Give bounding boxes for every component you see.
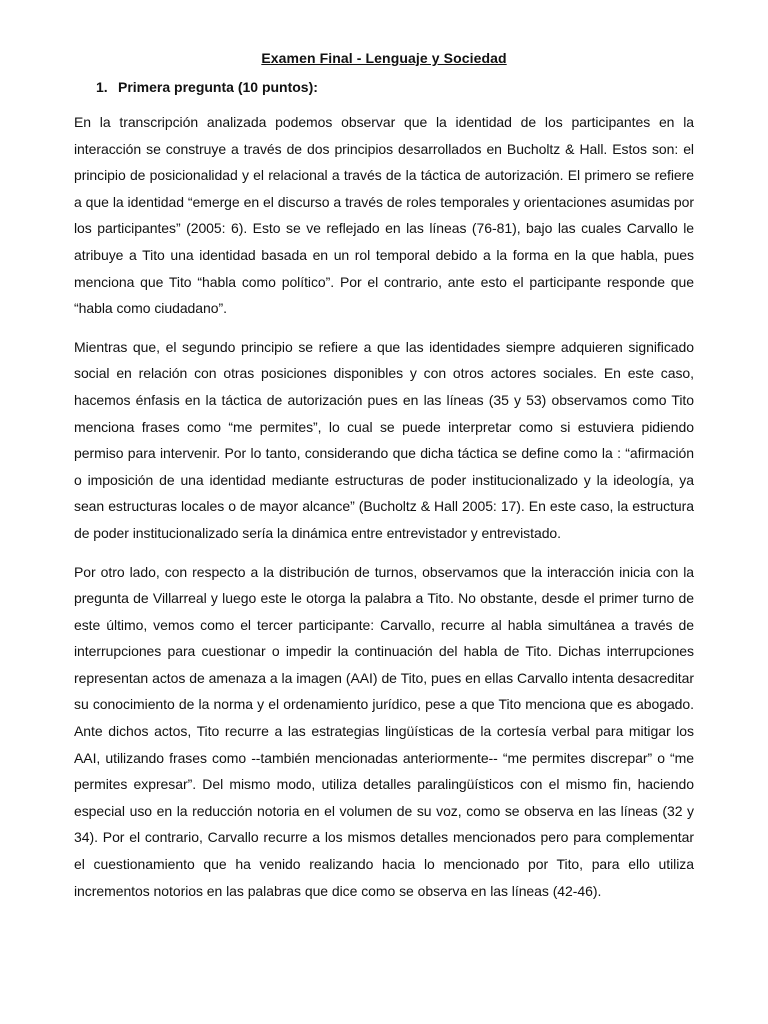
document-title: Examen Final - Lenguaje y Sociedad [261, 50, 507, 66]
question-number: 1. [96, 79, 108, 95]
paragraph-3: Por otro lado, con respecto a la distribución de turnos, observamos que la interacción inicia con la pregunta de Villarreal y luego este le otorga la palabra a Tito. No obstante, desde el primer turno de este último, vemos como el tercer participante: Carvallo, recurre al habla simultánea a través de interrupciones para cuestionar o impedir la continuación del habla de Tito. Dichas interrupciones representan actos de amenaza a la imagen (AAI) de Tito, pues en ellas Carvallo intenta desacreditar su conocimiento de la norma y el ordenamiento jurídico, pese a que Tito menciona que es abogado. Ante dichos actos, Tito recurre a las estrategias lingüísticas de la cortesía verbal para mitigar los AAI, utilizando frases como --también mencionadas anteriormente-- “me permites discrepar” o “me permites expresar”. Del mismo modo, utiliza detalles paralingüísticos con el mismo fin, haciendo especial uso en la reducción notoria en el volumen de su voz, como se observa en las líneas (32 y 34). Por el contrario, Carvallo recurre a los mismos detalles mencionados pero para complementar el cuestionamiento que ha venido realizando hacia lo mencionado por Tito, para ello utiliza incrementos notorios en las palabras que dice como se observa en las líneas (42-46). [74, 563, 694, 899]
question-label: Primera pregunta (10 puntos): [118, 79, 318, 95]
paragraph-1: En la transcripción analizada podemos observar que la identidad de los participantes en la interacción se construye a través de dos principios desarrollados en Bucholtz & Hall. Estos son: el principio de posicionalidad y el relacional a través de la táctica de autorización. El primero se refiere a que la identidad “emerge en el discurso a través de roles temporales y orientaciones asumidas por los participantes” (2005: 6). Esto se ve reflejado en las líneas (76-81), bajo las cuales Carvallo le atribuye a Tito una identidad basada en un rol temporal debido a la forma en la que habla, pues menciona que Tito “habla como político”. Por el contrario, ante esto el participante responde que “habla como ciudadano”. [74, 114, 694, 317]
paragraph-2: Mientras que, el segundo principio se refiere a que las identidades siempre adquieren significado social en relación con otras posiciones disponibles y con otros actores sociales. En este caso, hacemos énfasis en la táctica de autorización pues en las líneas (35 y 53) observamos como Tito menciona frases como “me permites”, lo cual se puede interpretar como si estuviera pidiendo permiso para intervenir. Por lo tanto, considerando que dicha táctica se define como la : “afirmación o imposición de una identidad mediante estructuras de poder institucionalizado y la ideología, ya sean estructuras locales o de mayor alcance” (Bucholtz & Hall 2005: 17). En este caso, la estructura de poder institucionalizado sería la dinámica entre entrevistador y entrevistado. [74, 338, 694, 541]
question-heading [74, 79, 694, 95]
